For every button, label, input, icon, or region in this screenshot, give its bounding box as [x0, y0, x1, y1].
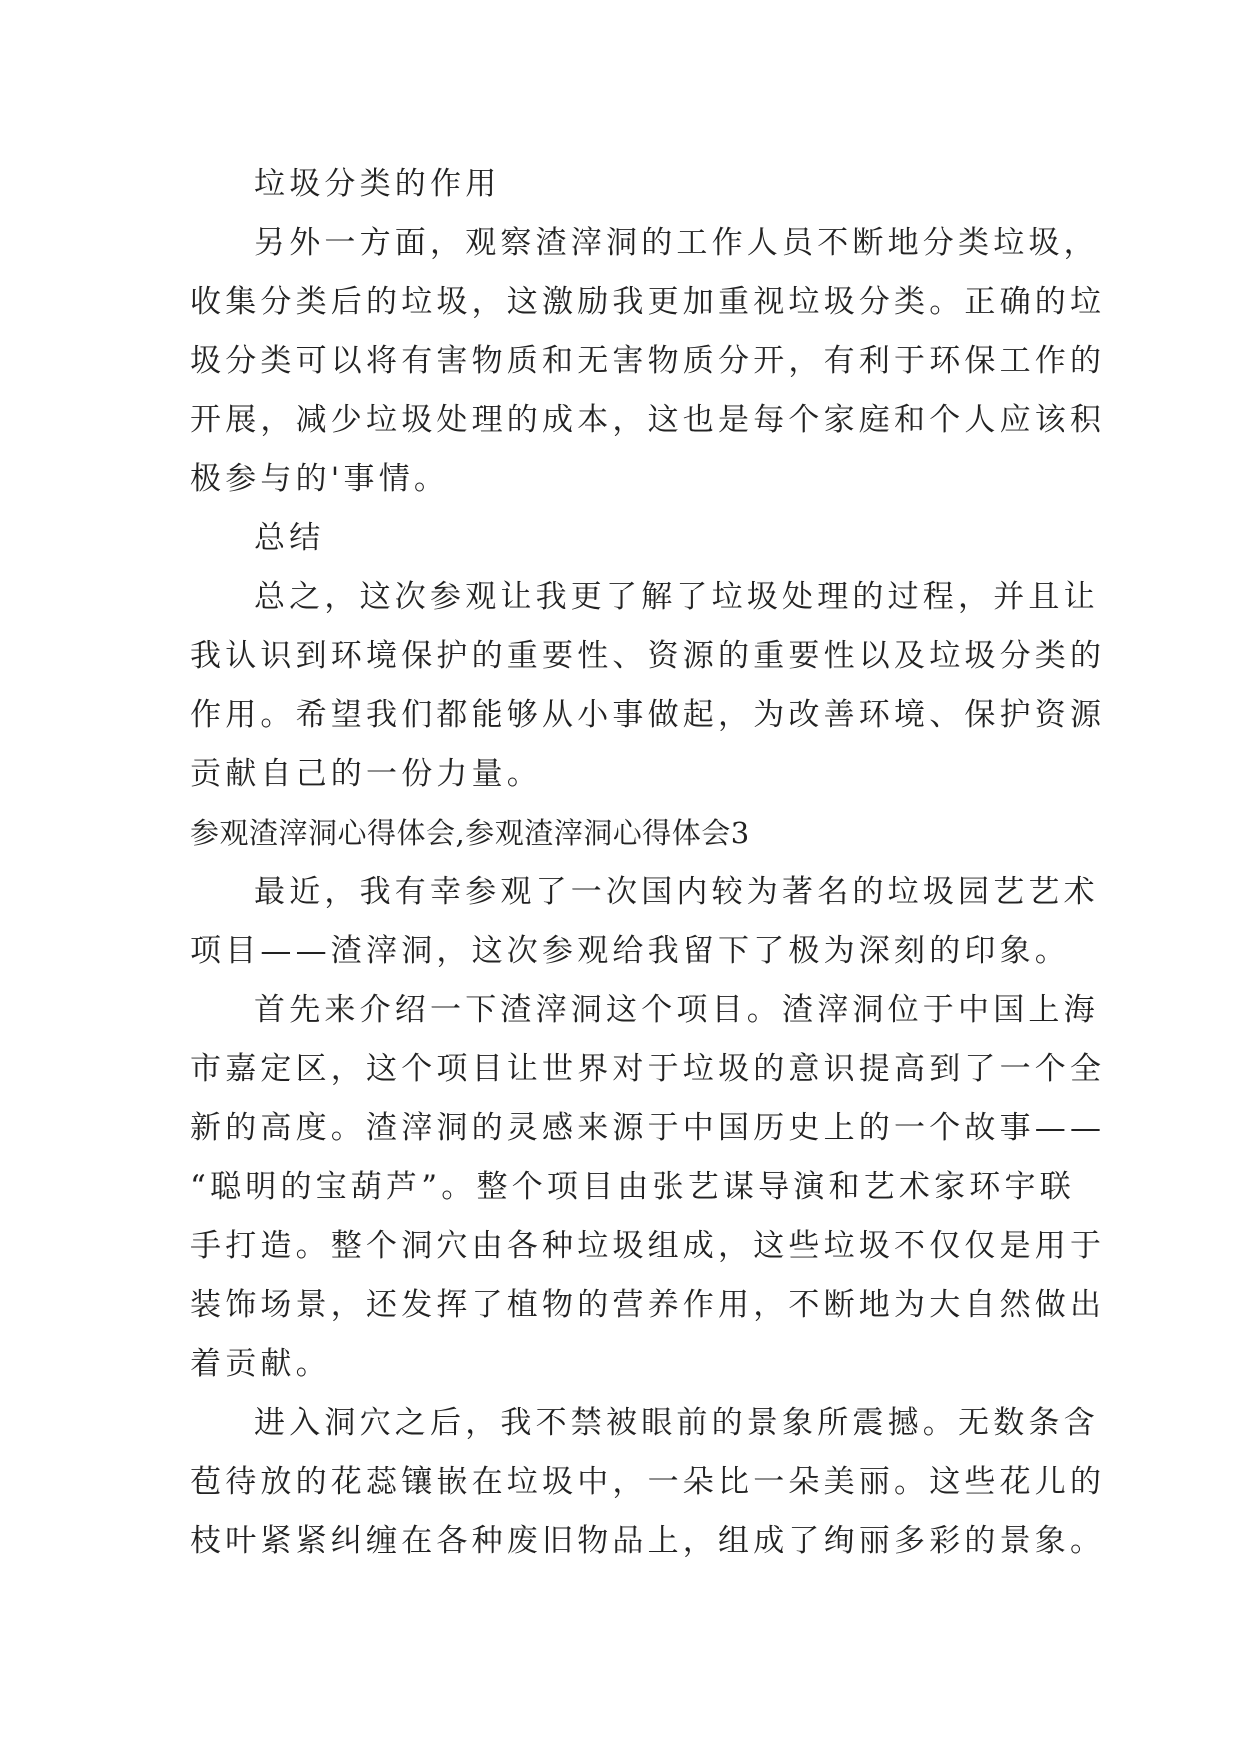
paragraph-line: 开展，减少垃圾处理的成本，这也是每个家庭和个人应该积: [190, 402, 1106, 438]
paragraph-line: 首先来介绍一下渣滓洞这个项目。渣滓洞位于中国上海: [254, 992, 1099, 1028]
paragraph-line: “聪明的宝葫芦”。整个项目由张艺谋导演和艺术家环宇联: [190, 1169, 1075, 1205]
paragraph-line: 另外一方面，观察渣滓洞的工作人员不断地分类垃圾，: [254, 225, 1099, 261]
paragraph-line: 手打造。整个洞穴由各种垃圾组成，这些垃圾不仅仅是用于: [190, 1228, 1106, 1264]
section-heading-waste-sorting: 垃圾分类的作用: [254, 166, 501, 202]
paragraph-line: 项目——渣滓洞，这次参观给我留下了极为深刻的印象。: [190, 933, 1070, 969]
paragraph-line: 最近，我有幸参观了一次国内较为著名的垃圾园艺艺术: [254, 874, 1099, 910]
section-heading-summary: 总结: [254, 520, 325, 556]
paragraph-line: 着贡献。: [190, 1346, 331, 1382]
paragraph-line: 收集分类后的垃圾，这激励我更加重视垃圾分类。正确的垃: [190, 284, 1106, 320]
paragraph-line: 我认识到环境保护的重要性、资源的重要性以及垃圾分类的: [190, 638, 1106, 674]
paragraph-line: 贡献自己的一份力量。: [190, 756, 542, 792]
article-title: 参观渣滓洞心得体会,参观渣滓洞心得体会3: [190, 816, 750, 850]
paragraph-line: 装饰场景，还发挥了植物的营养作用，不断地为大自然做出: [190, 1287, 1106, 1323]
paragraph-line: 进入洞穴之后，我不禁被眼前的景象所震撼。无数条含: [254, 1405, 1099, 1441]
paragraph-line: 枝叶紧紧纠缠在各种废旧物品上，组成了绚丽多彩的景象。: [190, 1523, 1106, 1559]
paragraph-line: 极参与的'事情。: [190, 461, 450, 497]
paragraph-line: 作用。希望我们都能够从小事做起，为改善环境、保护资源: [190, 697, 1106, 733]
paragraph-line: 总之，这次参观让我更了解了垃圾处理的过程，并且让: [254, 579, 1099, 615]
paragraph-line: 市嘉定区，这个项目让世界对于垃圾的意识提高到了一个全: [190, 1051, 1106, 1087]
paragraph-line: 新的高度。渣滓洞的灵感来源于中国历史上的一个故事——: [190, 1110, 1106, 1146]
paragraph-line: 苞待放的花蕊镶嵌在垃圾中，一朵比一朵美丽。这些花儿的: [190, 1464, 1106, 1500]
document-body: [190, 155, 1106, 1571]
paragraph-line: 圾分类可以将有害物质和无害物质分开，有利于环保工作的: [190, 343, 1106, 379]
